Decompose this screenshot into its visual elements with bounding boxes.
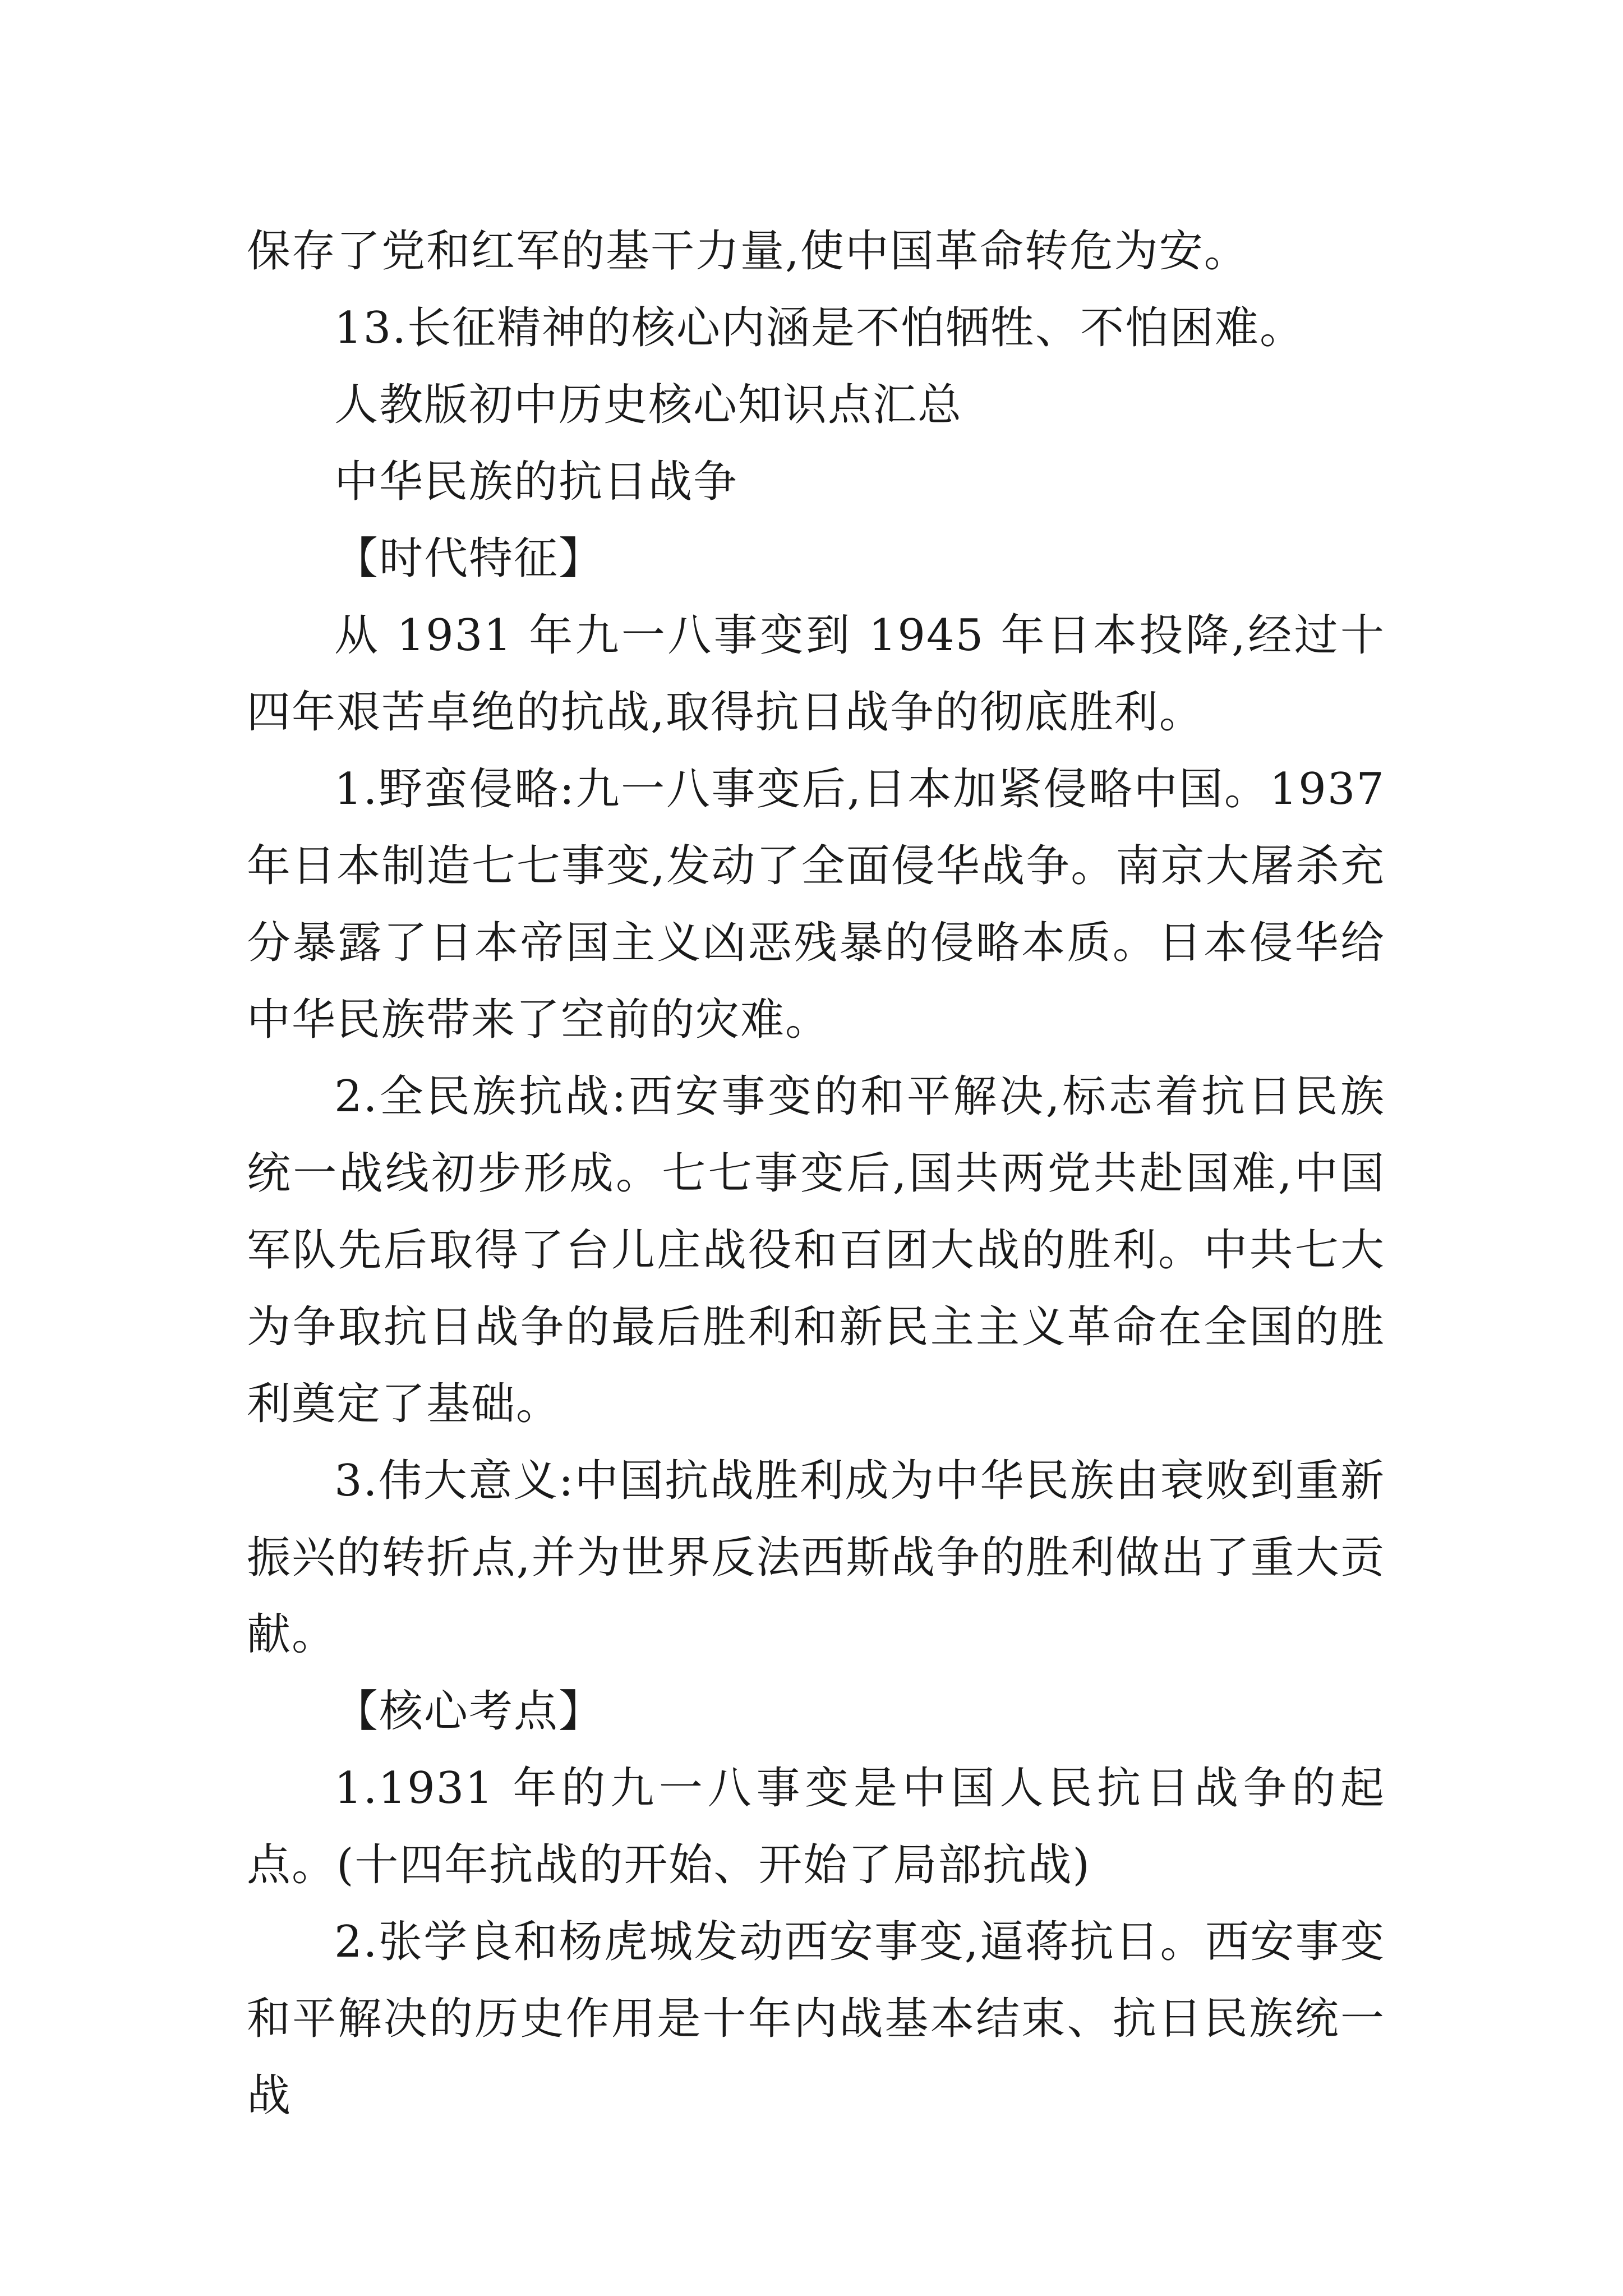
paragraph-continuation: 保存了党和红军的基干力量,使中国革命转危为安。 [247, 226, 1249, 277]
paragraph-key-point-2: 2.张学良和杨虎城发动西安事变,逼蒋抗日。西安事变和平解决的历史作用是十年内战基本结束、抗日民族统一战 [247, 1917, 1385, 2121]
paragraph-national-resistance: 2.全民族抗战:西安事变的和平解决,标志着抗日民族统一战线初步形成。七七事变后,国共两党共赴国难,中国军队先后取得了台儿庄战役和百团大战的胜利。中共七大为争取抗日战争的最后胜利和新民主主义革命在全国的胜利奠定了基础。 [247, 1071, 1385, 1429]
paragraph-aggression: 1.野蛮侵略:九一八事变后,日本加紧侵略中国。1937 年日本制造七七事变,发动了全面侵华战争。南京大屠杀充分暴露了日本帝国主义凶恶残暴的侵略本质。日本侵华给中华民族带来了空前的灾难。 [247, 764, 1385, 1045]
subsection-title-key-points: 【核心考点】 [334, 1686, 604, 1737]
paragraph-key-point-1: 1.1931 年的九一八事变是中国人民抗日战争的起点。(十四年抗战的开始、开始了局部抗战) [247, 1763, 1385, 1890]
paragraph-significance: 3.伟大意义:中国抗战胜利成为中华民族由衰败到重新振兴的转折点,并为世界反法西斯战争的胜利做出了重大贡献。 [247, 1456, 1385, 1660]
subsection-title-era-features: 【时代特征】 [334, 533, 604, 584]
document-body [247, 213, 1385, 2134]
document-heading: 人教版初中历史核心知识点汇总 [334, 380, 963, 430]
paragraph-overview: 从 1931 年九一八事变到 1945 年日本投降,经过十四年艰苦卓绝的抗战,取得抗日战争的彻底胜利。 [247, 610, 1385, 738]
paragraph-point-13: 13.长征精神的核心内涵是不怕牺牲、不怕困难。 [334, 303, 1305, 353]
section-title: 中华民族的抗日战争 [334, 457, 739, 507]
